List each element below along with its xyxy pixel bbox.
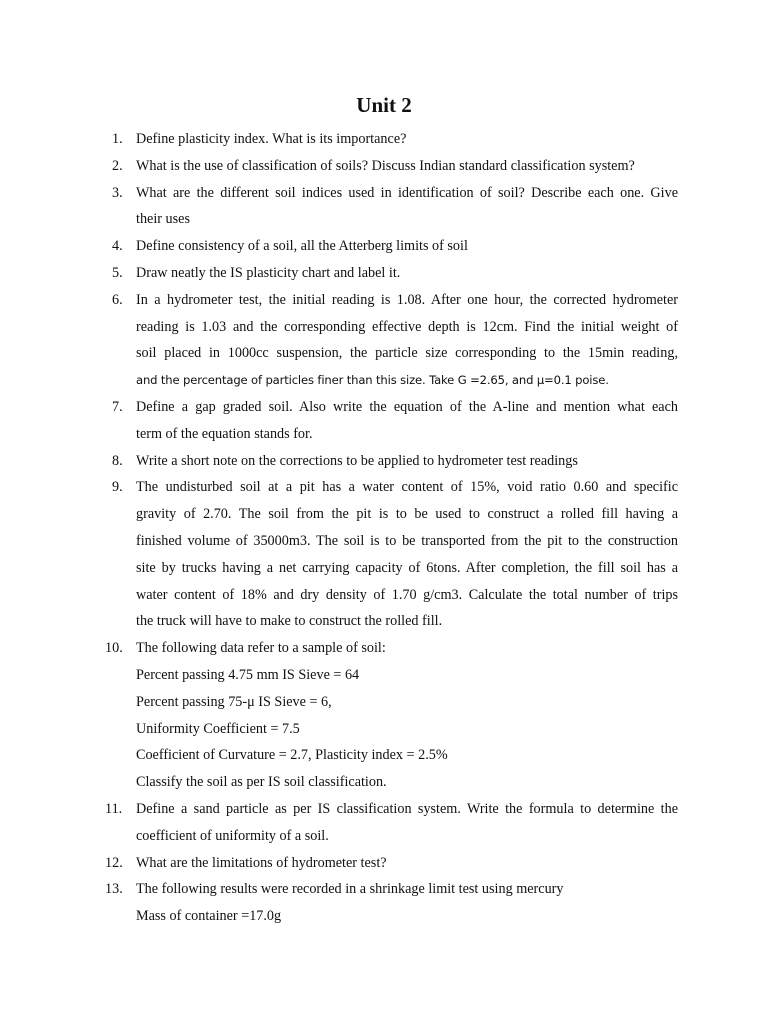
question-text: reading is 1.03 and the corresponding effective depth is 12cm. Find the initial weight of bbox=[136, 318, 678, 335]
question-text: Draw neatly the IS plasticity chart and label it. bbox=[136, 264, 401, 281]
question-text: Percent passing 75-μ IS Sieve = 6, bbox=[136, 693, 332, 710]
page-title: Unit 2 bbox=[356, 93, 412, 117]
question-text: water content of 18% and dry density of 1.70 g/cm3. Calculate the total number of trips bbox=[136, 586, 678, 603]
question-text: The following results were recorded in a shrinkage limit test using mercury bbox=[136, 881, 564, 898]
question-number: 6. bbox=[112, 291, 123, 308]
question-text: Define plasticity index. What is its importance? bbox=[136, 131, 407, 147]
question-text: What is the use of classification of soils? Discuss Indian standard classification system? bbox=[136, 157, 635, 174]
question-text: Define consistency of a soil, all the Atterberg limits of soil bbox=[136, 238, 468, 255]
question-item-13 bbox=[0, 876, 768, 930]
question-item-2 bbox=[0, 153, 768, 180]
question-item-4 bbox=[0, 233, 768, 260]
question-item-5 bbox=[0, 260, 768, 287]
question-text: coefficient of uniformity of a soil. bbox=[136, 827, 329, 844]
question-text: Define a sand particle as per IS classification system. Write the formula to determine the bbox=[136, 800, 678, 817]
question-item-1 bbox=[0, 126, 768, 153]
question-number: 8. bbox=[112, 452, 123, 469]
question-text: Coefficient of Curvature = 2.7, Plasticity index = 2.5% bbox=[136, 747, 448, 764]
question-text: Define a gap graded soil. Also write the equation of the A-line and mention what each bbox=[136, 398, 678, 415]
question-text: Percent passing 4.75 mm IS Sieve = 64 bbox=[136, 666, 360, 683]
question-text: and the percentage of particles finer than this size. Take G =2.65, and μ=0.1 poise. bbox=[136, 373, 609, 388]
question-number: 11. bbox=[105, 800, 123, 817]
question-text: Uniformity Coefficient = 7.5 bbox=[136, 720, 300, 737]
question-number: 9. bbox=[112, 479, 123, 496]
question-text: the truck will have to make to construct the rolled fill. bbox=[136, 613, 443, 630]
question-item-9 bbox=[0, 474, 768, 635]
question-text: What are the different soil indices used in identification of soil? Describe each one. Give bbox=[136, 184, 678, 201]
question-text: gravity of 2.70. The soil from the pit is to be used to construct a rolled fill having a bbox=[136, 506, 678, 523]
question-text: In a hydrometer test, the initial reading is 1.08. After one hour, the corrected hydrometer bbox=[136, 291, 678, 308]
question-item-12 bbox=[0, 850, 768, 877]
question-text: The undisturbed soil at a pit has a water content of 15%, void ratio 0.60 and specific bbox=[136, 479, 678, 496]
question-item-8 bbox=[0, 448, 768, 475]
question-number: 5. bbox=[112, 264, 123, 281]
question-text: finished volume of 35000m3. The soil is to be transported from the pit to the construction bbox=[136, 532, 678, 549]
question-item-3 bbox=[0, 180, 768, 234]
question-number: 7. bbox=[112, 398, 123, 415]
question-number: 10. bbox=[105, 640, 123, 657]
question-item-10 bbox=[0, 635, 768, 796]
question-item-11 bbox=[0, 796, 768, 850]
question-item-6 bbox=[0, 287, 768, 394]
question-text: Write a short note on the corrections to be applied to hydrometer test readings bbox=[136, 452, 578, 469]
question-text: The following data refer to a sample of soil: bbox=[136, 640, 386, 657]
question-number: 13. bbox=[105, 881, 123, 898]
question-text: term of the equation stands for. bbox=[136, 425, 313, 442]
question-number: 4. bbox=[112, 238, 123, 255]
question-text: Mass of container =17.0g bbox=[136, 908, 282, 925]
question-number: 3. bbox=[112, 184, 123, 201]
question-item-7 bbox=[0, 394, 768, 448]
question-number: 1. bbox=[112, 131, 123, 147]
question-text: What are the limitations of hydrometer test? bbox=[136, 854, 387, 871]
question-text: soil placed in 1000cc suspension, the particle size corresponding to the 15min reading, bbox=[136, 345, 678, 362]
question-list bbox=[0, 126, 768, 930]
question-text: site by trucks having a net carrying capacity of 6tons. After completion, the fill soil has a bbox=[136, 559, 678, 576]
question-text: their uses bbox=[136, 211, 190, 228]
question-number: 2. bbox=[112, 157, 123, 174]
question-text: Classify the soil as per IS soil classification. bbox=[136, 774, 387, 791]
question-number: 12. bbox=[105, 854, 123, 871]
